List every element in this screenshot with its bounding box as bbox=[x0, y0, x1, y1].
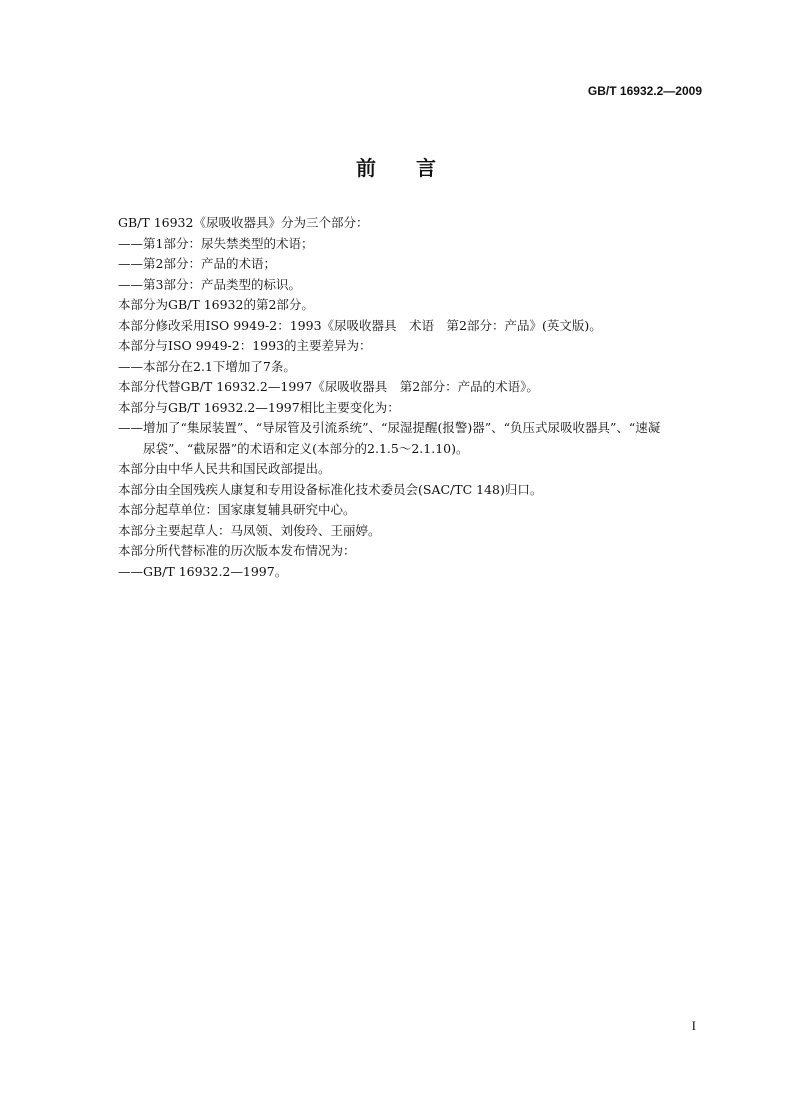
list-item: ——增加了“集尿装置”、“导尿管及引流系统”、“尿湿提醒(报警)器”、“负压式尿吸收器具”、“速凝 bbox=[118, 420, 661, 435]
paragraph-line: 本部分起草单位：国家康复辅具研究中心。 bbox=[118, 502, 356, 517]
paragraph-line: 本部分由全国残疾人康复和专用设备标准化技术委员会(SAC/TC 148)归口。 bbox=[118, 481, 543, 497]
paragraph-line: 本部分为GB/T 16932的第2部分。 bbox=[118, 297, 314, 312]
list-item: ——第3部分：产品类型的标识。 bbox=[118, 276, 301, 292]
list-item: ——第1部分：尿失禁类型的术语； bbox=[118, 235, 314, 251]
paragraph-line: 本部分所代替标准的历次版本发布情况为： bbox=[118, 543, 356, 558]
document-body bbox=[118, 213, 708, 582]
paragraph-line: 本部分代替GB/T 16932.2—1997《尿吸收器具 第2部分：产品的术语》。 bbox=[118, 379, 539, 394]
list-item: ——本部分在2.1下增加了7条。 bbox=[118, 358, 296, 374]
standard-code: GB/T 16932.2—2009 bbox=[587, 84, 702, 98]
paragraph-line: 本部分与ISO 9949-2：1993的主要差异为： bbox=[118, 338, 372, 353]
paragraph-line: 本部分与GB/T 16932.2—1997相比主要变化为： bbox=[118, 399, 400, 415]
page-number: I bbox=[691, 1018, 696, 1033]
paragraph-line: 本部分由中华人民共和国民政部提出。 bbox=[118, 461, 331, 476]
paragraph-line: 本部分主要起草人：马凤领、刘俊玲、王丽婷。 bbox=[118, 522, 381, 538]
list-item-continuation: 尿袋”、“截尿器”的术语和定义(本部分的2.1.5～2.1.10)。 bbox=[143, 440, 469, 456]
page-title: 前言 bbox=[356, 156, 476, 180]
list-item: ——第2部分：产品的术语； bbox=[118, 256, 276, 271]
list-item: ——GB/T 16932.2—1997。 bbox=[118, 563, 288, 579]
paragraph-line: 本部分修改采用ISO 9949-2：1993《尿吸收器具 术语 第2部分：产品》(英文版)。 bbox=[118, 317, 602, 333]
paragraph-line: GB/T 16932《尿吸收器具》分为三个部分： bbox=[118, 215, 369, 230]
